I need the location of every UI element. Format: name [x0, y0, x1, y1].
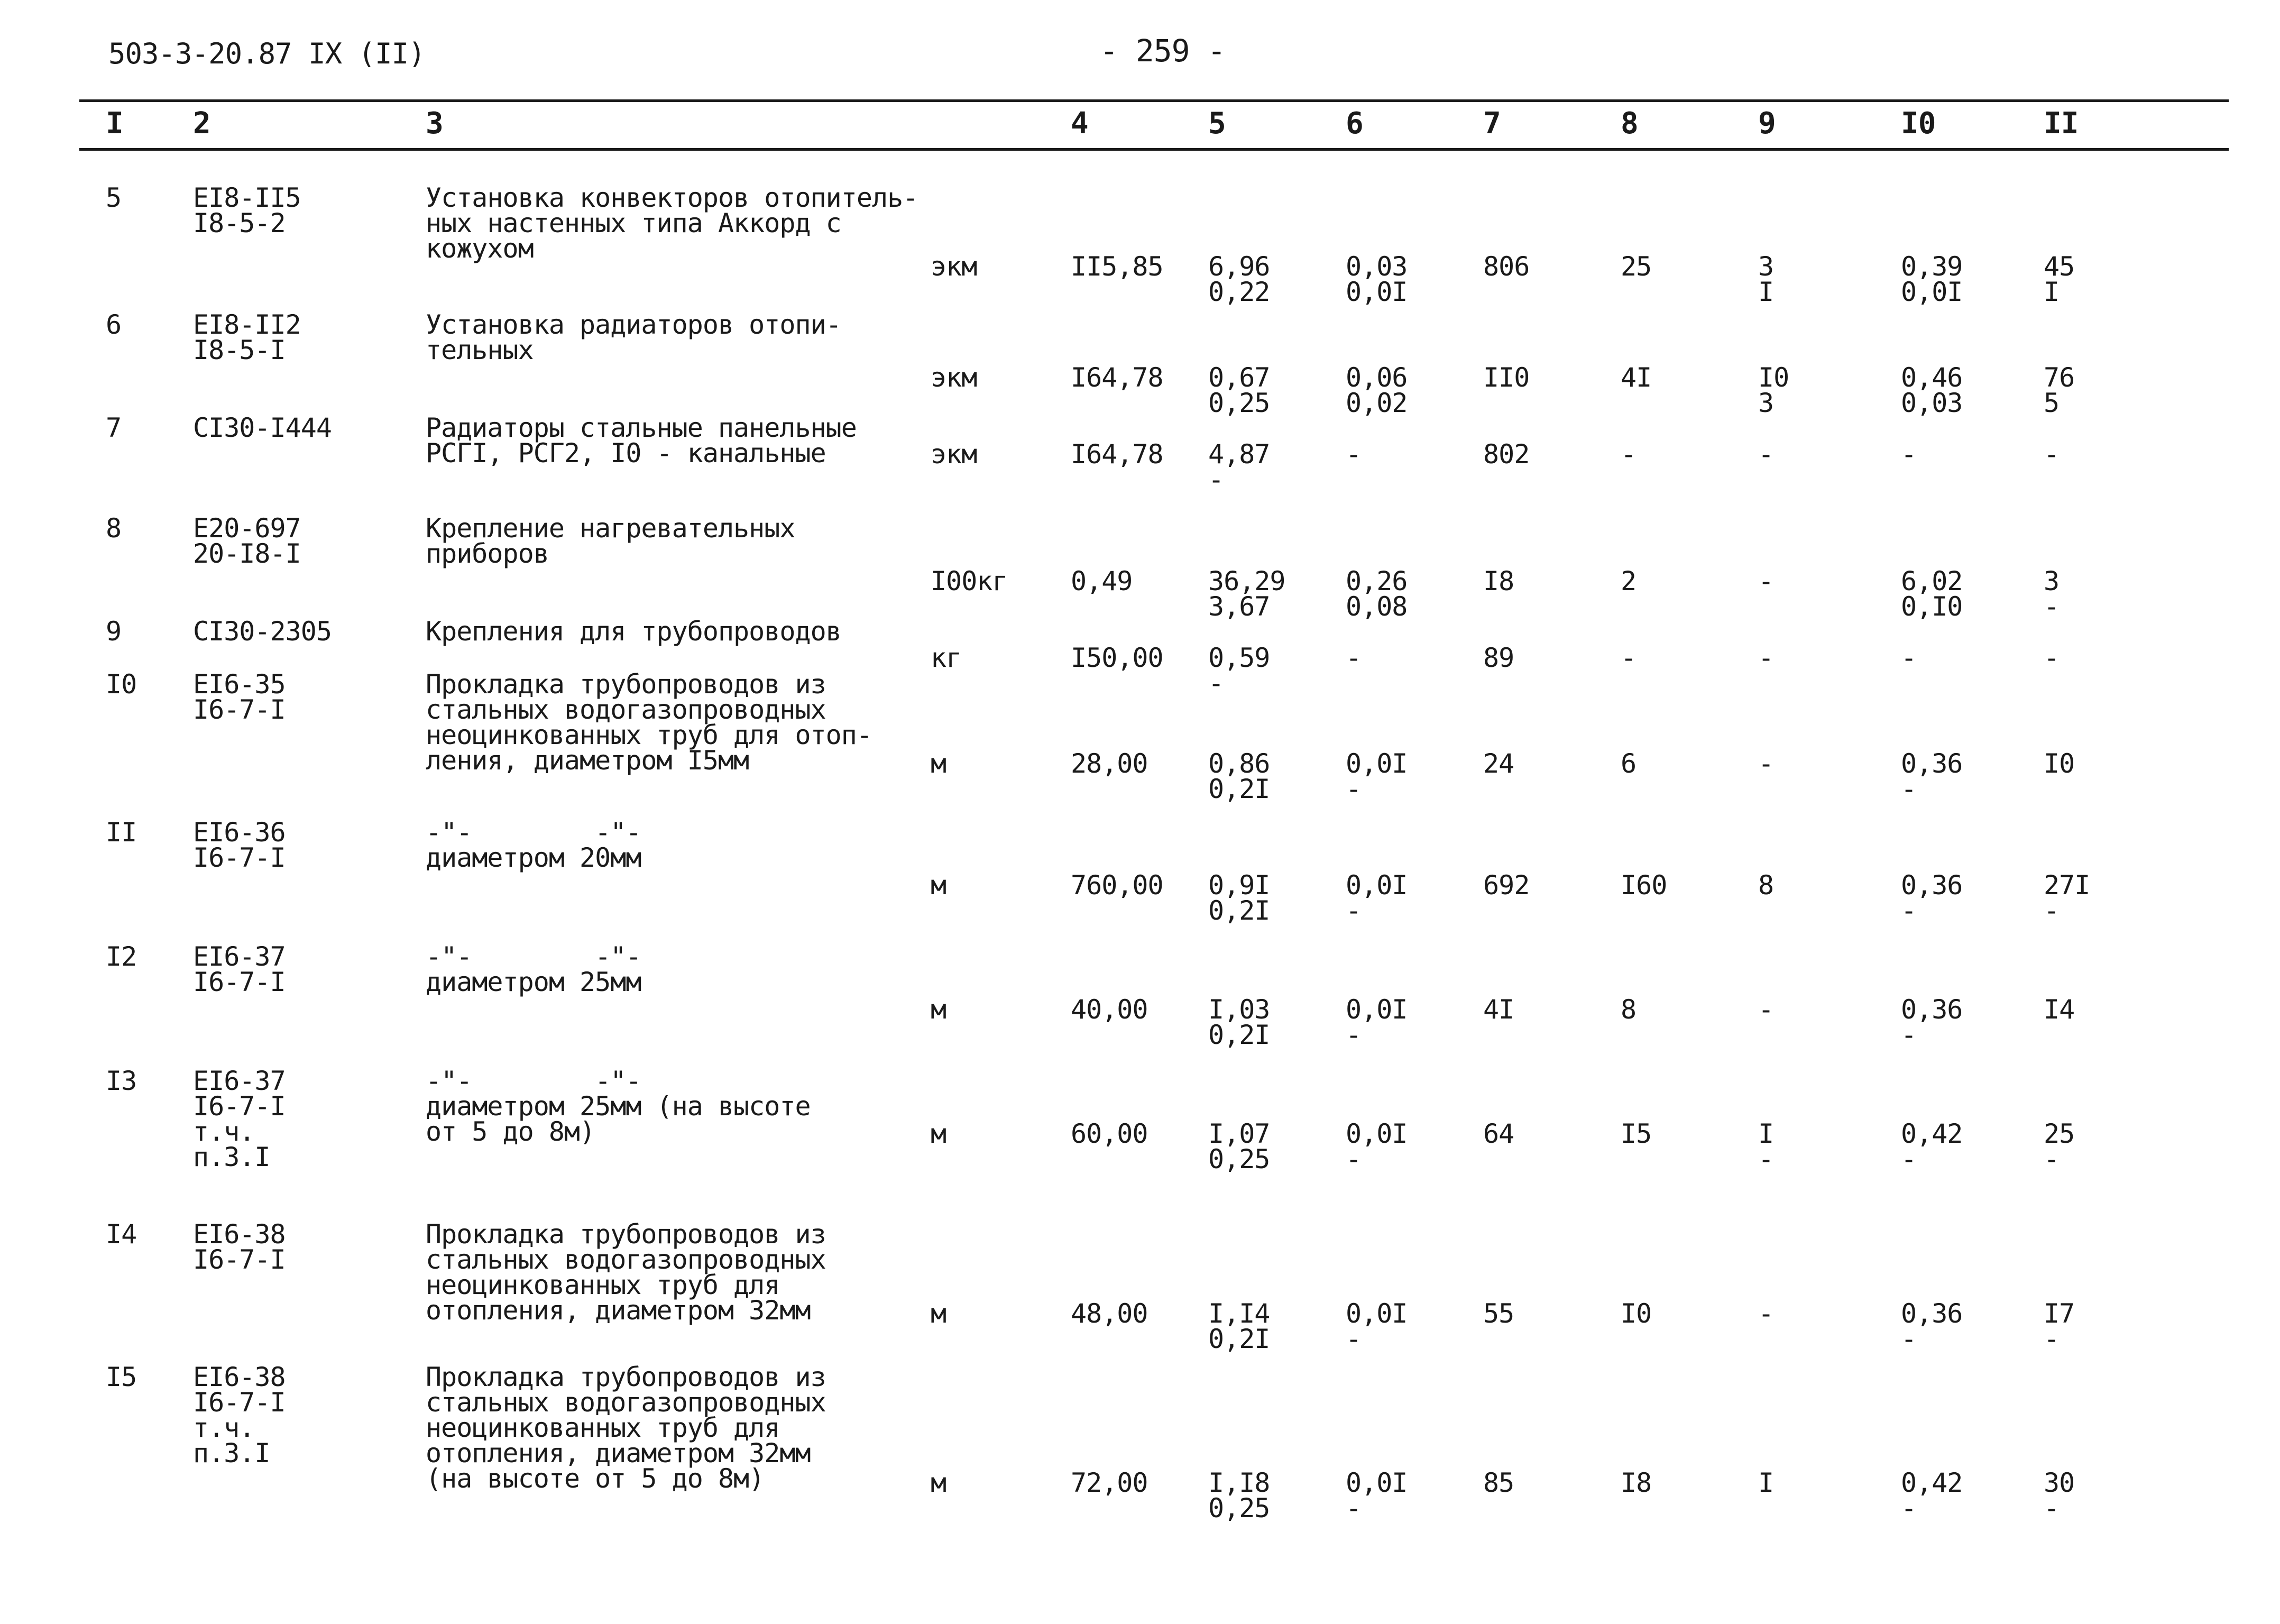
column-6-value	[1346, 566, 1408, 622]
column-8-value: 8	[1621, 994, 1637, 1025]
work-description-line: неоцинкованных труб для отоп-	[426, 720, 872, 750]
page-number: - 259 -	[1100, 33, 1226, 69]
work-description-line: Радиаторы стальные панельные	[426, 412, 857, 443]
work-description-line: отопления, диаметром 32мм	[426, 1438, 811, 1469]
column-5-value-top: 0,67	[1208, 362, 1270, 393]
column-9-value	[1758, 251, 1774, 307]
cost-code-line: I6-7-I	[193, 1091, 286, 1122]
column-10-value-top: 0,42	[1901, 1467, 1963, 1498]
column-9-value-top: 8	[1758, 870, 1774, 901]
column-10-value-top: 0,36	[1901, 748, 1963, 779]
column-6-value-bottom: -	[1346, 774, 1362, 804]
column-8-value: I5	[1621, 1118, 1652, 1149]
column-9-value	[1758, 994, 1774, 1025]
column-5-value	[1208, 1467, 1270, 1524]
column-10-value	[1901, 994, 1963, 1050]
column-header: 7	[1483, 106, 1501, 141]
column-10-value	[1901, 1118, 1963, 1175]
column-10-value-top: 0,36	[1901, 994, 1963, 1025]
column-5-value	[1208, 643, 1270, 699]
column-10-value-bottom: 0,I0	[1901, 591, 1963, 622]
column-10-value-top: -	[1901, 643, 1917, 673]
quantity: 60,00	[1071, 1118, 1148, 1149]
work-description-line: приборов	[426, 538, 549, 569]
row-number: II	[106, 817, 137, 848]
cost-code	[193, 669, 286, 725]
column-7-value: I8	[1483, 566, 1514, 597]
column-8-value: -	[1621, 643, 1637, 673]
column-9-value	[1758, 748, 1774, 779]
work-description-line: неоцинкованных труб для	[426, 1412, 780, 1443]
quantity: 72,00	[1071, 1467, 1148, 1498]
column-10-value-top: 0,39	[1901, 251, 1963, 282]
column-10-value	[1901, 870, 1963, 926]
row-number: 9	[106, 616, 122, 647]
work-description	[426, 941, 641, 997]
column-5-value-bottom: 0,25	[1208, 1493, 1270, 1524]
column-6-value-top: -	[1346, 643, 1362, 673]
cost-code-line: EI6-36	[193, 817, 286, 848]
column-5-value-bottom: 0,2I	[1208, 1324, 1270, 1354]
column-11-value-bottom: -	[2044, 895, 2060, 926]
row-number: I0	[106, 669, 137, 700]
column-10-value	[1901, 439, 1917, 470]
cost-code	[193, 309, 301, 365]
column-9-value-top: -	[1758, 643, 1774, 673]
cost-code-line: п.3.I	[193, 1438, 270, 1469]
column-10-value-top: 0,36	[1901, 870, 1963, 901]
work-description-line: ных настенных типа Аккорд с	[426, 208, 841, 238]
work-description-line: стальных водогазопроводных	[426, 1244, 826, 1275]
column-6-value	[1346, 1298, 1408, 1354]
column-9-value	[1758, 645, 1773, 671]
column-5-value-top: 6,96	[1208, 251, 1270, 282]
column-6-value-top: 0,06	[1346, 362, 1408, 393]
work-description-line: стальных водогазопроводных	[426, 1387, 826, 1418]
column-8-value: 25	[1621, 251, 1652, 282]
row-number: 7	[106, 412, 122, 443]
column-9-value-bottom: I	[1758, 277, 1774, 307]
work-description-line: отопления, диаметром 32мм	[426, 1295, 811, 1326]
column-8-value: I60	[1621, 870, 1667, 901]
column-header: 8	[1621, 106, 1638, 141]
column-9-value-top: -	[1758, 1298, 1774, 1329]
work-description	[426, 182, 918, 264]
unit-of-measure: экм	[931, 251, 977, 282]
column-9-value-top: I0	[1758, 362, 1789, 393]
column-7-value: 89	[1483, 643, 1514, 673]
column-11-value	[2044, 645, 2059, 671]
work-description-line: РСГI, РСГ2, I0 - канальные	[426, 438, 826, 469]
column-header: 4	[1071, 106, 1088, 141]
work-description-line: тельных	[426, 335, 534, 365]
column-11-value-bottom: -	[2044, 1144, 2060, 1175]
column-6-value-bottom: 0,02	[1346, 388, 1408, 418]
column-9-value	[1758, 439, 1774, 470]
column-9-value-top: -	[1758, 994, 1774, 1025]
column-11-value	[2044, 748, 2075, 779]
column-6-value	[1346, 439, 1362, 470]
column-11-value-top: I0	[2044, 748, 2075, 779]
cost-code	[193, 616, 332, 647]
column-5-value	[1208, 439, 1270, 495]
column-6-value	[1346, 748, 1408, 804]
column-9-value-top: I	[1758, 1467, 1774, 1498]
cost-code-line: EI6-38	[193, 1362, 286, 1392]
column-9-value	[1758, 1298, 1774, 1329]
column-6-value-top: 0,0I	[1346, 1467, 1408, 1498]
column-10-value-top: 0,46	[1901, 362, 1963, 393]
cost-code	[193, 513, 301, 569]
cost-code-line: т.ч.	[193, 1412, 255, 1443]
column-6-value	[1346, 362, 1408, 418]
column-10-value-bottom: 0,03	[1901, 388, 1963, 418]
column-8-value: 4I	[1621, 362, 1652, 393]
unit-of-measure: м	[931, 1118, 946, 1149]
cost-code	[193, 941, 286, 997]
column-8-value: -	[1621, 439, 1637, 470]
column-header: 2	[193, 106, 210, 141]
column-11-value	[2044, 566, 2060, 622]
cost-code-line: I6-7-I	[193, 694, 286, 725]
work-description-line: диаметром 25мм (на высоте	[426, 1091, 811, 1122]
column-9-value-top: -	[1758, 748, 1774, 779]
column-10-value-top: 6,02	[1901, 566, 1963, 597]
column-11-value	[2044, 1118, 2075, 1175]
column-11-value	[2044, 1298, 2075, 1354]
row-number: 6	[106, 309, 122, 340]
column-9-value	[1758, 362, 1789, 418]
unit-of-measure: м	[931, 870, 946, 901]
cost-code	[193, 412, 332, 443]
work-description-line: неоцинкованных труб для	[426, 1270, 780, 1300]
work-description-line: от 5 до 8м)	[426, 1116, 595, 1147]
cost-code-line: EI6-38	[193, 1219, 286, 1250]
column-header: 6	[1346, 106, 1363, 141]
column-10-value	[1901, 645, 1916, 671]
work-description-line: Крепление нагревательных	[426, 513, 795, 544]
column-5-value-top: I,03	[1208, 994, 1270, 1025]
column-6-value-bottom: -	[1346, 895, 1362, 926]
cost-code	[193, 182, 301, 238]
work-description-line: Прокладка трубопроводов из	[426, 1362, 826, 1392]
cost-code-line: п.3.I	[193, 1142, 270, 1172]
cost-code-line: E20-697	[193, 513, 301, 544]
column-5-value-bottom: -	[1208, 668, 1224, 699]
cost-code	[193, 1068, 286, 1170]
column-11-value-top: 27I	[2044, 870, 2090, 901]
column-7-value: 55	[1483, 1298, 1514, 1329]
column-5-value-top: 0,86	[1208, 748, 1270, 779]
column-10-value-bottom: -	[1901, 774, 1917, 804]
column-header: I0	[1901, 106, 1936, 141]
unit-of-measure: экм	[931, 439, 977, 470]
column-5-value-bottom: 0,25	[1208, 388, 1270, 418]
cost-code-line: EI6-37	[193, 1066, 286, 1096]
cost-code-line: I8-5-2	[193, 208, 286, 238]
column-11-value-top: 3	[2044, 566, 2060, 597]
row-number: I3	[106, 1066, 137, 1096]
quantity: 40,00	[1071, 994, 1148, 1025]
work-description-line: -"- -"-	[426, 817, 641, 848]
column-header: 5	[1208, 106, 1226, 141]
column-9-value	[1758, 1467, 1774, 1498]
column-5-value-bottom: 0,25	[1208, 1144, 1270, 1175]
work-description-line: Прокладка трубопроводов из	[426, 1219, 826, 1250]
column-9-value-top: 3	[1758, 251, 1774, 282]
column-5-value	[1208, 362, 1270, 418]
column-6-value-top: 0,26	[1346, 566, 1408, 597]
unit-of-measure: м	[931, 748, 946, 779]
quantity: II5,85	[1071, 251, 1163, 282]
column-6-value-top: 0,0I	[1346, 994, 1408, 1025]
work-description-line: -"- -"-	[426, 1066, 641, 1096]
column-5-value	[1208, 566, 1285, 622]
column-10-value	[1901, 362, 1963, 418]
cost-code-line: EI6-37	[193, 941, 286, 972]
column-6-value	[1346, 994, 1408, 1050]
column-9-value-top: -	[1758, 566, 1774, 597]
column-5-value	[1208, 748, 1270, 804]
column-10-value-bottom: -	[1901, 1144, 1917, 1175]
unit-of-measure: м	[931, 1298, 946, 1329]
quantity: 760,00	[1071, 870, 1163, 901]
column-6-value	[1346, 1467, 1408, 1524]
cost-code	[193, 1219, 286, 1275]
column-11-value-top: -	[2044, 439, 2060, 470]
column-6-value-top: 0,03	[1346, 251, 1408, 282]
work-description	[426, 412, 857, 469]
work-description-line: диаметром 25мм	[426, 967, 641, 997]
column-5-value-bottom: 0,2I	[1208, 774, 1270, 804]
cost-code-line: EI8-II5	[193, 182, 301, 213]
work-description-line: Крепления для трубопроводов	[426, 616, 841, 647]
cost-code-line: I6-7-I	[193, 1387, 286, 1418]
column-5-value	[1208, 1298, 1270, 1354]
work-description	[426, 669, 872, 776]
column-10-value-bottom: -	[1901, 1020, 1917, 1050]
cost-code-line: I6-7-I	[193, 842, 286, 873]
column-5-value-top: 0,59	[1208, 643, 1270, 673]
column-9-value	[1758, 1118, 1774, 1175]
column-6-value-bottom: -	[1346, 1493, 1362, 1524]
column-6-value-top: 0,0I	[1346, 870, 1408, 901]
column-11-value	[2044, 994, 2075, 1025]
work-description	[426, 309, 841, 365]
column-10-value-bottom: -	[1901, 1493, 1917, 1524]
column-8-value: I0	[1621, 1298, 1652, 1329]
column-9-value-bottom: -	[1758, 1144, 1774, 1175]
column-8-value: 6	[1621, 748, 1637, 779]
quantity: 28,00	[1071, 748, 1148, 779]
column-11-value-top: I4	[2044, 994, 2075, 1025]
column-5-value-top: 36,29	[1208, 566, 1285, 597]
cost-code	[193, 1362, 286, 1469]
quantity: 0,49	[1071, 566, 1133, 597]
column-9-value	[1758, 870, 1774, 901]
column-5-value-top: 4,87	[1208, 439, 1270, 470]
unit-of-measure: кг	[931, 643, 962, 673]
column-6-value-bottom: -	[1346, 1144, 1362, 1175]
column-6-value-bottom: -	[1346, 1020, 1362, 1050]
unit-of-measure: I00кг	[931, 566, 1008, 597]
work-description-line: -"- -"-	[426, 941, 641, 972]
unit-of-measure: м	[931, 994, 946, 1025]
column-11-value-bottom: -	[2044, 1324, 2060, 1354]
table-top-rule	[79, 99, 2229, 102]
column-10-value-top: 0,36	[1901, 1298, 1963, 1329]
column-11-value-top: 76	[2044, 362, 2075, 393]
column-7-value: 85	[1483, 1467, 1514, 1498]
row-number: I5	[106, 1362, 137, 1392]
work-description-line: Установка конвекторов отопитель-	[426, 182, 918, 213]
work-description	[426, 1219, 826, 1326]
column-header: I	[106, 106, 123, 141]
column-5-value-bottom: 0,2I	[1208, 1020, 1270, 1050]
column-11-value	[2044, 870, 2090, 926]
column-header: 3	[426, 106, 443, 141]
column-9-value-top: I	[1758, 1118, 1774, 1149]
work-description-line: ления, диаметром I5мм	[426, 745, 749, 776]
column-9-value-bottom: 3	[1758, 388, 1774, 418]
column-11-value	[2044, 362, 2075, 418]
column-6-value-bottom: 0,0I	[1346, 277, 1408, 307]
column-11-value-bottom: I	[2044, 277, 2060, 307]
column-6-value	[1346, 1118, 1408, 1175]
cost-code-line: EI8-II2	[193, 309, 301, 340]
column-6-value-bottom: 0,08	[1346, 591, 1408, 622]
cost-code-line: т.ч.	[193, 1116, 255, 1147]
quantity: 48,00	[1071, 1298, 1148, 1329]
column-5-value-bottom: 3,67	[1208, 591, 1270, 622]
cost-code-line: I6-7-I	[193, 967, 286, 997]
column-11-value-top: 25	[2044, 1118, 2075, 1149]
unit-of-measure: экм	[931, 362, 977, 393]
cost-code-line: 20-I8-I	[193, 538, 301, 569]
column-10-value-bottom: -	[1901, 895, 1917, 926]
document-code: 503-3-20.87 IX (II)	[108, 37, 425, 70]
column-header: 9	[1758, 106, 1776, 141]
column-11-value-bottom: -	[2044, 1493, 2060, 1524]
column-11-value	[2044, 1467, 2075, 1524]
column-6-value-top: -	[1346, 439, 1362, 470]
work-description-line: Прокладка трубопроводов из	[426, 669, 826, 700]
work-description	[426, 513, 795, 569]
column-10-value	[1901, 1467, 1963, 1524]
work-description-line: Установка радиаторов отопи-	[426, 309, 841, 340]
column-7-value: 692	[1483, 870, 1530, 901]
column-8-value: 2	[1621, 566, 1637, 597]
work-description-line: кожухом	[426, 233, 534, 264]
column-10-value	[1901, 251, 1963, 307]
column-7-value: 806	[1483, 251, 1530, 282]
cost-code-line: EI6-35	[193, 669, 286, 700]
column-10-value-top: -	[1901, 439, 1917, 470]
column-11-value-top: 30	[2044, 1467, 2075, 1498]
row-number: 5	[106, 182, 122, 213]
column-11-value-bottom: 5	[2044, 388, 2060, 418]
column-5-value	[1208, 1118, 1270, 1175]
work-description	[426, 1362, 826, 1494]
column-header: II	[2044, 106, 2079, 141]
row-number: 8	[106, 513, 122, 544]
column-6-value	[1346, 870, 1408, 926]
column-7-value: II0	[1483, 362, 1530, 393]
column-5-value	[1208, 251, 1270, 307]
column-11-value-top: -	[2044, 643, 2060, 673]
column-5-value-top: I,07	[1208, 1118, 1270, 1149]
column-7-value: 802	[1483, 439, 1530, 470]
column-9-value-top: -	[1758, 439, 1774, 470]
work-description	[426, 1066, 811, 1147]
column-7-value: 24	[1483, 748, 1514, 779]
column-6-value-top: 0,0I	[1346, 748, 1408, 779]
work-description-line: (на высоте от 5 до 8м)	[426, 1463, 765, 1494]
cost-code-line: I8-5-I	[193, 335, 286, 365]
quantity: I64,78	[1071, 362, 1163, 393]
column-11-value-top: 45	[2044, 251, 2075, 282]
work-description	[426, 817, 641, 873]
column-5-value-bottom: -	[1208, 464, 1224, 495]
column-6-value	[1346, 645, 1361, 671]
work-description	[426, 616, 841, 647]
column-10-value-bottom: 0,0I	[1901, 277, 1963, 307]
column-5-value-top: I,I4	[1208, 1298, 1270, 1329]
column-10-value-bottom: -	[1901, 1324, 1917, 1354]
work-description-line: стальных водогазопроводных	[426, 694, 826, 725]
quantity: I50,00	[1071, 643, 1163, 673]
column-6-value-top: 0,0I	[1346, 1298, 1408, 1329]
column-7-value: 4I	[1483, 994, 1514, 1025]
column-10-value	[1901, 748, 1963, 804]
column-5-value	[1208, 870, 1270, 926]
cost-code-line: CI30-2305	[193, 616, 332, 647]
cost-code	[193, 817, 286, 873]
column-5-value	[1208, 994, 1270, 1050]
column-6-value	[1346, 251, 1408, 307]
work-description-line: диаметром 20мм	[426, 842, 641, 873]
cost-code-line: CI30-I444	[193, 412, 332, 443]
column-11-value	[2044, 439, 2060, 470]
column-11-value-bottom: -	[2044, 591, 2060, 622]
column-7-value: 64	[1483, 1118, 1514, 1149]
column-5-value-bottom: 0,22	[1208, 277, 1270, 307]
table-header-rule	[79, 148, 2229, 151]
row-number: I4	[106, 1219, 137, 1250]
column-6-value-top: 0,0I	[1346, 1118, 1408, 1149]
column-5-value-top: I,I8	[1208, 1467, 1270, 1498]
column-5-value-bottom: 0,2I	[1208, 895, 1270, 926]
column-6-value-bottom: -	[1346, 1324, 1362, 1354]
column-9-value	[1758, 566, 1774, 597]
cost-code-line: I6-7-I	[193, 1244, 286, 1275]
column-11-value-top: I7	[2044, 1298, 2075, 1329]
column-8-value: I8	[1621, 1467, 1652, 1498]
column-11-value	[2044, 251, 2075, 307]
column-10-value	[1901, 1298, 1963, 1354]
column-10-value	[1901, 566, 1963, 622]
quantity: I64,78	[1071, 439, 1163, 470]
row-number: I2	[106, 941, 137, 972]
column-5-value-top: 0,9I	[1208, 870, 1270, 901]
unit-of-measure: м	[931, 1467, 946, 1498]
column-10-value-top: 0,42	[1901, 1118, 1963, 1149]
